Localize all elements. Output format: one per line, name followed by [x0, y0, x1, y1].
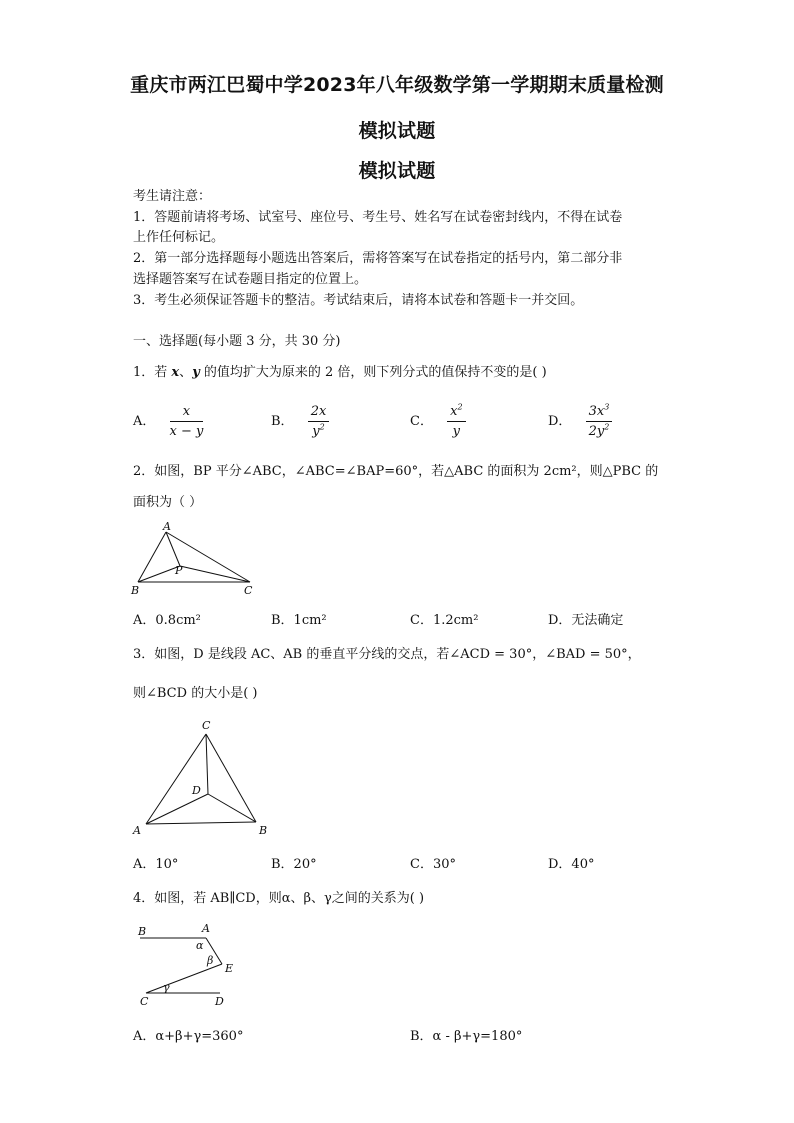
q4-option-b[interactable]: B．α - β+γ=180° — [410, 1029, 523, 1044]
q4-segment-ec — [146, 964, 222, 993]
q1-option-a-label: A． — [133, 414, 156, 429]
q1-option-c-label: C． — [410, 414, 433, 429]
q3-segment-cd — [206, 734, 208, 794]
q2-option-c[interactable]: C．1.2cm² — [410, 613, 479, 628]
q1-option-d-fraction — [586, 404, 613, 439]
q1-option-d-num-base: 3x — [588, 404, 605, 419]
q1-option-a[interactable] — [133, 404, 203, 439]
q3-figure — [128, 714, 278, 840]
q1-option-a-fraction — [170, 404, 204, 439]
q1-option-c-denominator: y — [452, 424, 460, 439]
exam-title-line3: 模拟试题 — [358, 160, 436, 182]
q4-label-e: E — [225, 962, 234, 975]
q1-option-b-den-exponent: 2 — [319, 422, 325, 432]
q2-option-d[interactable]: D．无法确定 — [548, 613, 624, 628]
q4-label-alpha: α — [196, 939, 204, 952]
q2-figure — [128, 520, 268, 600]
q1-option-c[interactable] — [410, 404, 466, 439]
q1-option-d-den-base: 2y — [588, 424, 605, 439]
q3-label-d: D — [192, 784, 201, 797]
q1-suffix: 的值均扩大为原来的 2 倍，则下列分式的值保持不变的是( ) — [199, 365, 547, 380]
q3-label-c: C — [202, 719, 211, 732]
q3-segment-ab — [146, 822, 256, 824]
notice-heading: 考生请注意： — [133, 189, 212, 204]
q3-label-a: A — [133, 824, 141, 837]
q2-label-c: C — [244, 584, 253, 597]
q2-option-b[interactable]: B．1cm² — [271, 613, 327, 628]
q4-label-beta: β — [207, 954, 214, 967]
q1-option-d-numerator — [586, 404, 613, 422]
notice-item3: 3．考生必须保证答题卡的整洁。考试结束后，请将本试卷和答题卡一并交回。 — [133, 293, 584, 308]
q1-option-c-num-base: x — [450, 404, 458, 419]
q3-option-c[interactable]: C．30° — [410, 857, 456, 872]
q4-label-d: D — [215, 995, 224, 1008]
q2-segment-pc — [180, 566, 250, 582]
question-2-line1: 2．如图，BP 平分∠ABC，∠ABC=∠BAP=60°，若△ABC 的面积为 2cm²，则△PBC 的 — [133, 464, 659, 479]
q4-label-a: A — [202, 922, 210, 935]
notice-item1-line2: 上作任何标记。 — [133, 230, 225, 245]
question-3-line2: 则∠BCD 的大小是( ) — [133, 686, 258, 701]
q3-segment-ad — [146, 794, 208, 824]
notice-item1-line1: 1．答题前请将考场、试室号、座位号、考生号、姓名写在试卷密封线内，不得在试卷 — [133, 210, 623, 225]
q1-option-c-fraction — [447, 404, 465, 439]
exam-title-line1: 重庆市两江巴蜀中学2023年八年级数学第一学期期末质量检测 — [130, 74, 664, 96]
q2-segment-ap — [166, 532, 180, 566]
q1-var-y: y — [192, 365, 200, 380]
q1-option-a-denominator: x − y — [169, 424, 204, 439]
q4-option-a[interactable]: A．α+β+γ=360° — [133, 1029, 244, 1044]
q2-segment-bp — [138, 566, 180, 582]
question-1-text — [133, 364, 673, 381]
q3-label-b: B — [259, 824, 268, 837]
q1-option-b-label: B． — [271, 414, 294, 429]
q1-option-b-numerator: 2x — [308, 404, 330, 422]
q2-segment-ba — [138, 532, 166, 582]
q4-label-gamma: γ — [163, 981, 170, 994]
q1-option-a-numerator: x — [170, 404, 204, 422]
q1-option-b[interactable] — [271, 404, 329, 439]
q4-label-c: C — [140, 995, 149, 1008]
q2-label-b: B — [131, 584, 140, 597]
q3-option-a[interactable]: A．10° — [133, 857, 179, 872]
q3-segment-cb — [206, 734, 256, 822]
q1-var-x: x — [171, 365, 180, 380]
q1-option-d-num-exponent: 3 — [604, 402, 610, 412]
exam-title-line2: 模拟试题 — [358, 120, 436, 142]
q4-figure — [130, 918, 250, 1010]
q1-option-b-fraction — [308, 404, 330, 439]
q2-label-p: P — [175, 564, 183, 577]
q1-option-c-num-exponent: 2 — [457, 402, 463, 412]
q1-option-c-numerator — [447, 404, 465, 422]
section-heading: 一、选择题(每小题 3 分，共 30 分) — [133, 334, 341, 349]
q2-option-a[interactable]: A．0.8cm² — [133, 613, 201, 628]
q3-option-d[interactable]: D．40° — [548, 857, 595, 872]
q1-prefix: 1．若 — [133, 365, 172, 380]
q3-option-b[interactable]: B．20° — [271, 857, 317, 872]
q1-option-b-denominator — [308, 422, 330, 439]
q4-label-b: B — [138, 925, 147, 938]
q1-option-d-label: D． — [548, 414, 572, 429]
notice-item2-line1: 2．第一部分选择题每小题选出答案后，需将答案写在试卷指定的括号内，第二部分非 — [133, 251, 623, 266]
q2-label-a: A — [163, 520, 171, 533]
q1-sep: 、 — [179, 365, 193, 380]
notice-item2-line2: 选择题答案写在试卷题目指定的位置上。 — [133, 272, 368, 287]
question-2-line2: 面积为（ ） — [133, 495, 203, 510]
q3-segment-db — [208, 794, 256, 822]
q1-option-d-denominator — [586, 422, 613, 439]
q3-segment-ac — [146, 734, 206, 824]
q1-option-b-den-base: y — [312, 424, 320, 439]
question-4-line1: 4．如图，若 AB∥CD，则α、β、γ之间的关系为( ) — [133, 891, 425, 906]
q1-option-d[interactable] — [548, 404, 612, 439]
q1-option-d-den-exponent: 2 — [604, 422, 610, 432]
question-3-line1: 3．如图，D 是线段 AC、AB 的垂直平分线的交点，若∠ACD = 30°，∠BAD = 50°， — [133, 647, 641, 662]
